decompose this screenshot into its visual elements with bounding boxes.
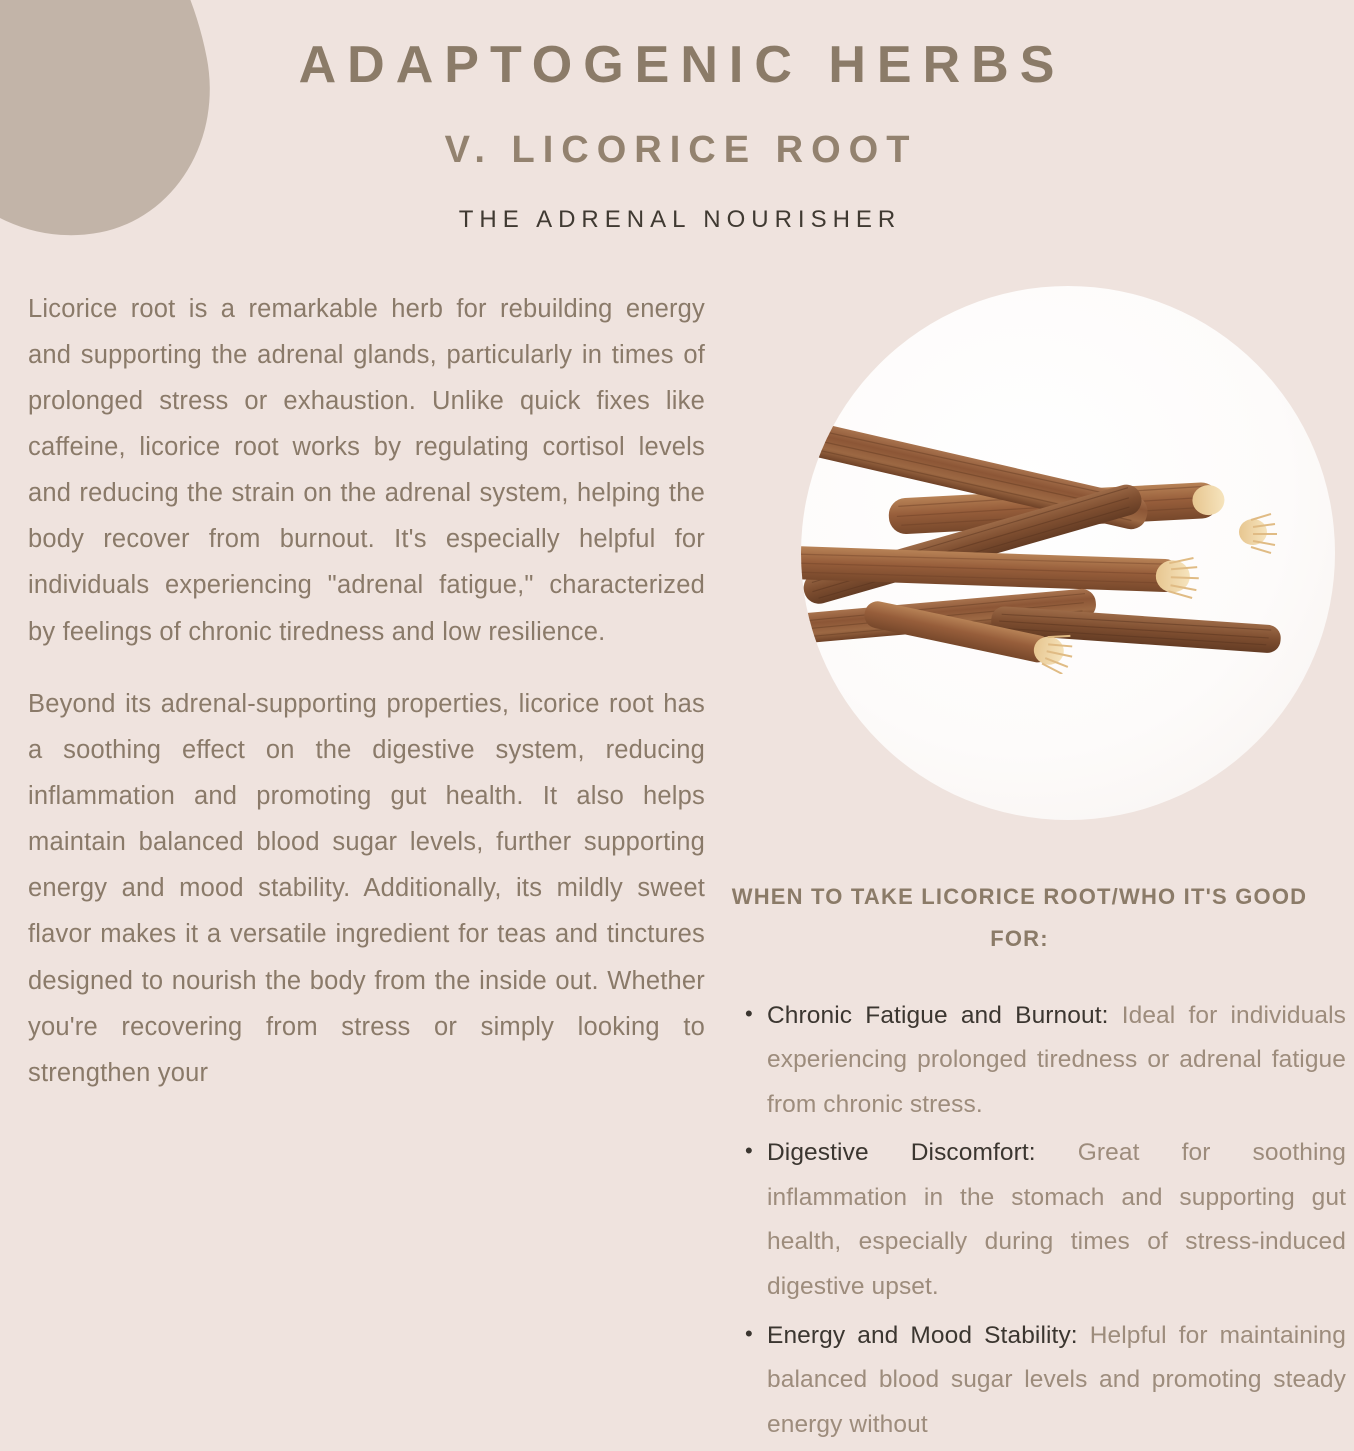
- article-paragraph-2: Beyond its adrenal-supporting properties, licorice root has a soothing effect on the digestive system, reducing inflammation and promoting gut health. It also helps maintain balanced blood sugar levels, further supporting energy and mood stability. Additionally, its mildly sweet flavor makes it a versatile ingredient for teas and tinctures designed to nourish the body from the inside out. Whether you're recovering from stress or simply looking to strengthen your: [28, 689, 705, 1087]
- licorice-root-sticks-illustration: [801, 404, 1301, 674]
- list-item-label: Chronic Fatigue and Burnout:: [767, 1001, 1109, 1029]
- main-content: [0, 234, 1354, 1438]
- list-item: [767, 994, 1346, 1128]
- list-item: [767, 1314, 1346, 1448]
- list-item-label: Energy and Mood Stability:: [767, 1321, 1078, 1349]
- list-item-text: Helpful for maintaining balanced blood sugar levels and promoting steady energy without: [767, 1321, 1346, 1438]
- list-item-text: Ideal for individuals experiencing prolonged tiredness or adrenal fatigue from chronic stress.: [767, 1001, 1346, 1118]
- photo-container: [801, 286, 1335, 820]
- page-title: ADAPTOGENIC HERBS: [298, 36, 1066, 94]
- article-column: [0, 286, 705, 1096]
- page-tagline: THE ADRENAL NOURISHER: [458, 205, 902, 233]
- page-subtitle: V. LICORICE ROOT: [444, 128, 918, 171]
- benefits-list: [727, 994, 1346, 1451]
- list-item-text: Great for soothing inflammation in the stomach and supporting gut health, especially during times of stress-induced digestive upset.: [767, 1139, 1346, 1301]
- article-paragraph-1: Licorice root is a remarkable herb for rebuilding energy and supporting the adrenal glands, particularly in times of prolonged stress or exhaustion. Unlike quick fixes like caffeine, licorice root works by regulating cortisol levels and reducing the strain on the adrenal system, helping the body recover from burnout. It's especially helpful for individuals experiencing "adrenal fatigue," characterized by feelings of chronic tiredness and low resilience.: [28, 294, 705, 646]
- sidebar-heading: WHEN TO TAKE LICORICE ROOT/WHO IT'S GOOD FOR:: [731, 883, 1308, 952]
- list-item: [767, 1131, 1346, 1309]
- licorice-root-photo: [801, 286, 1335, 820]
- list-item-label: Digestive Discomfort:: [767, 1139, 1036, 1167]
- page-header: [0, 0, 1354, 234]
